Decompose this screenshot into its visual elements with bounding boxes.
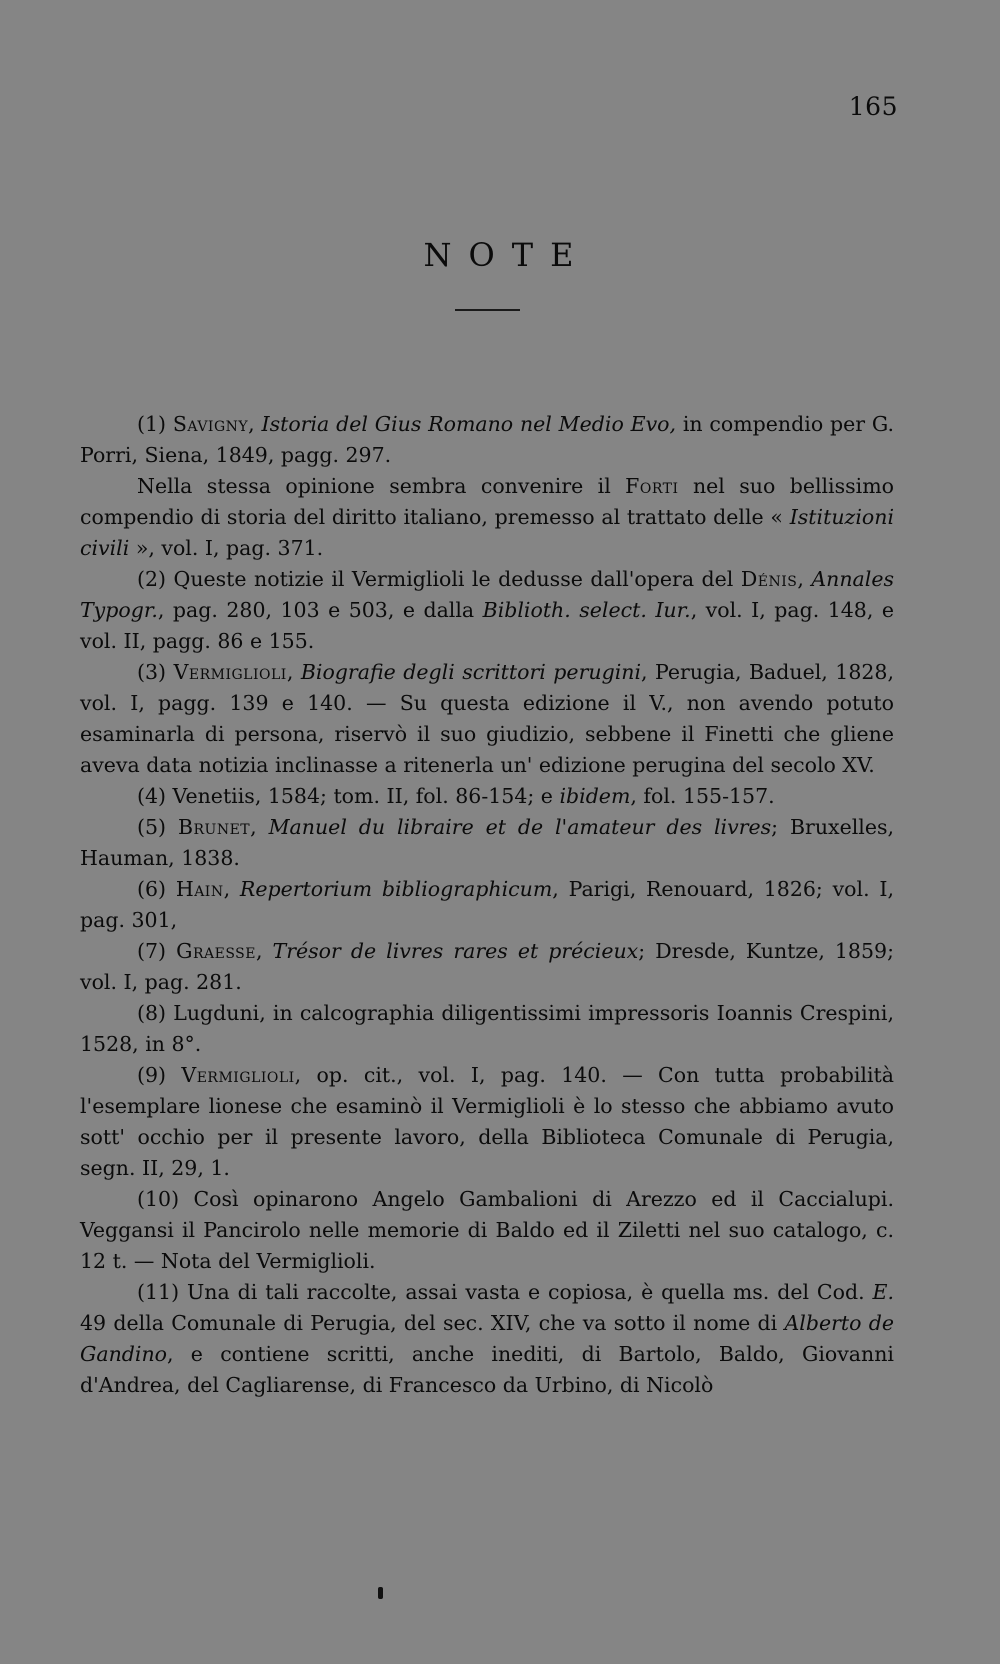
italic-title: Istoria del Gius Romano nel Medio Evo, (261, 412, 677, 436)
notes-section (80, 409, 894, 1401)
footnote-6 (80, 874, 894, 936)
italic-title: Manuel du libraire et de l'amateur des livres (268, 815, 772, 839)
author-name: Vermiglioli (181, 1063, 295, 1087)
note-text: (6) (137, 877, 176, 901)
note-text: (7) (137, 939, 177, 963)
italic-title: Alberto de Gandino (80, 1311, 894, 1366)
italic-title: Repertorium bibliographicum (239, 877, 553, 901)
note-text: , op. cit., vol. I, pag. 140. — Con tutta probabilità l'esemplare lionese che esaminò il Vermiglioli è lo stesso che abbiamo avuto sott' occhio per il presente lavoro, della Biblioteca Comunale di Perugia, segn. II, 29, 1. (80, 1063, 894, 1180)
footnote-5 (80, 812, 894, 874)
note-text: , Parigi, Renouard, 1826; vol. I, pag. 301, (80, 877, 894, 932)
italic-title: Istituzioni civili (80, 505, 894, 560)
note-text: , (223, 877, 240, 901)
section-heading: NOTE (423, 236, 591, 274)
italic-title: Annales Typogr. (80, 567, 894, 622)
note-text: (11) Una di tali raccolte, assai vasta e copiosa, è quella ms. del Cod. (137, 1280, 873, 1304)
note-text: (8) Lugduni, in calcographia diligentissimi impressoris Ioannis Crespini, 1528, in 8°. (80, 1001, 894, 1056)
footnote-11 (80, 1277, 894, 1401)
italic-title: Biografie degli scrittori perugini (300, 660, 642, 684)
note-text: in compendio per G. Porri, Siena, 1849, pagg. 297. (80, 412, 894, 467)
italic-title: E. (872, 1280, 894, 1304)
author-name: Graesse (176, 939, 256, 963)
author-name: Dénis (740, 567, 798, 591)
author-name: Brunet (177, 815, 251, 839)
footnote-1 (80, 409, 894, 471)
italic-title: ibidem (559, 784, 631, 808)
author-name: Hain (175, 877, 224, 901)
note-text: , pag. 280, 103 e 503, e dalla (157, 598, 483, 622)
note-text: 49 della Comunale di Perugia, del sec. XIV, che va sotto il nome di (80, 1311, 785, 1335)
note-text: », vol. I, pag. 371. (129, 536, 324, 560)
footnote-1b (80, 471, 894, 564)
note-text: , (797, 567, 812, 591)
note-text: , (255, 939, 273, 963)
note-text: (3) (137, 660, 174, 684)
heading-rule (455, 309, 520, 311)
note-text: , e contiene scritti, anche inediti, di Bartolo, Baldo, Giovanni d'Andrea, del Cagliarense, di Francesco da Urbino, di Nicolò (80, 1342, 894, 1397)
footnote-9 (80, 1060, 894, 1184)
author-name: Vermiglioli (173, 660, 287, 684)
note-text: (4) Venetiis, 1584; tom. II, fol. 86-154; e (137, 784, 560, 808)
footnote-2 (80, 564, 894, 657)
note-text: , (248, 412, 262, 436)
author-name: Forti (625, 474, 679, 498)
footnote-7 (80, 936, 894, 998)
footnote-4 (80, 781, 894, 812)
note-text: , vol. I, pag. 148, e vol. II, pagg. 86 e 155. (80, 598, 894, 653)
note-text: Nella stessa opinione sembra convenire il (137, 474, 626, 498)
note-text: (2) Queste notizie il Vermiglioli le dedusse dall'opera del (137, 567, 741, 591)
footnote-8 (80, 998, 894, 1060)
note-text: (1) (137, 412, 173, 436)
footnote-10 (80, 1184, 894, 1277)
note-text: , (286, 660, 301, 684)
note-text: (9) (137, 1063, 182, 1087)
italic-title: Trésor de livres rares et précieux (272, 939, 639, 963)
note-text: , (250, 815, 269, 839)
page-number: 165 (848, 92, 898, 121)
ink-speck (378, 1587, 383, 1599)
note-text: nel suo bellissimo compendio di storia del diritto italiano, premesso al trattato delle « (80, 474, 894, 529)
footnote-3 (80, 657, 894, 781)
note-text: , Perugia, Baduel, 1828, vol. I, pagg. 139 e 140. — Su questa edizione il V., non avendo potuto esaminarla di persona, riservò il suo giudizio, sebbene il Finetti che gliene aveva data notizia inclinasse a ritenerla un' edizione perugina del secolo XV. (80, 660, 894, 777)
note-text: (10) Così opinarono Angelo Gambalioni di Arezzo ed il Caccialupi. Veggansi il Pancirolo nelle memorie di Baldo ed il Ziletti nel suo catalogo, c. 12 t. — Nota del Vermiglioli. (80, 1187, 894, 1273)
italic-title: Biblioth. select. Iur. (482, 598, 691, 622)
note-text: ; Dresde, Kuntze, 1859; vol. I, pag. 281. (80, 939, 894, 994)
author-name: Savigny (172, 412, 249, 436)
note-text: , fol. 155-157. (630, 784, 775, 808)
note-text: (5) (137, 815, 178, 839)
note-text: ; Bruxelles, Hauman, 1838. (80, 815, 894, 870)
